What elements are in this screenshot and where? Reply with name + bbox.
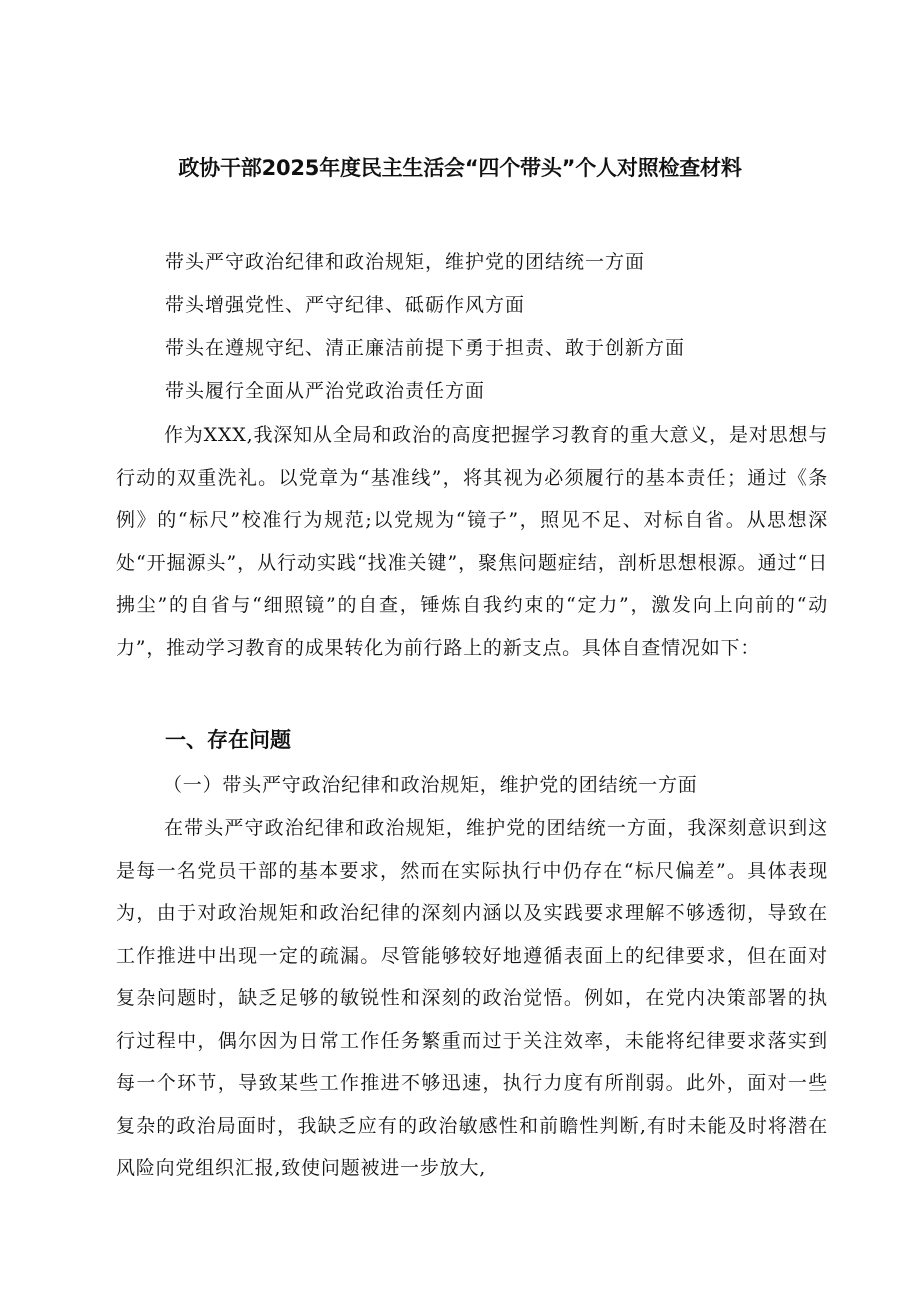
subsection-paragraph: 在带头严守政治纪律和政治规矩，维护党的团结统一方面，我深刻意识到这是每一名党员干部的基本要求，然而在实际执行中仍存在“标尺偏差”。具体表现为，由于对政治规矩和政治纪律的深刻内涵以及实践要求理解不够透彻，导致在工作推进中出现一定的疏漏。尽管能够较好地遵循表面上的纪律要求，但在面对复杂问题时，缺乏足够的敏锐性和深刻的政治觉悟。例如，在党内决策部署的执行过程中，偶尔因为日常工作任务繁重而过于关注效率，未能将纪律要求落实到每一个环节，导致某些工作推进不够迅速，执行力度有所削弱。此外，面对一些复杂的政治局面时，我缺乏应有的政治敏感性和前瞻性判断,有时未能及时将潜在风险向党组织汇报,致使问题被进一步放大,	[116, 817, 828, 1179]
toc-item-3: 带头在遵规守纪、清正廉洁前提下勇于担责、敢于创新方面	[165, 337, 686, 359]
toc-item-4: 带头履行全面从严治党政治责任方面	[165, 380, 486, 402]
toc-item-1: 带头严守政治纪律和政治规矩，维护党的团结统一方面	[165, 251, 646, 273]
toc-item-2: 带头增强党性、严守纪律、砥砺作风方面	[165, 294, 526, 316]
section-heading: 一、存在问题	[165, 728, 291, 752]
subsection-heading: （一）带头严守政治纪律和政治规矩，维护党的团结统一方面	[163, 774, 698, 796]
intro-paragraph: 作为XXX,我深知从全局和政治的高度把握学习教育的重大意义，是对思想与行动的双重洗礼。以党章为“基准线”，将其视为必须履行的基本责任；通过《条例》的“标尺”校准行为规范;以党规为“镜子”，照见不足、对标自省。从思想深处“开掘源头”，从行动实践“找准关键”，聚焦问题症结，剖析思想根源。通过“日拂尘”的自省与“细照镜”的自查，锤炼自我约束的“定力”，激发向上向前的“动力”，推动学习教育的成果转化为前行路上的新支点。具体自查情况如下：	[116, 424, 828, 659]
document-title: 政协干部2025年度民主生活会“四个带头”个人对照检查材料	[178, 156, 742, 180]
